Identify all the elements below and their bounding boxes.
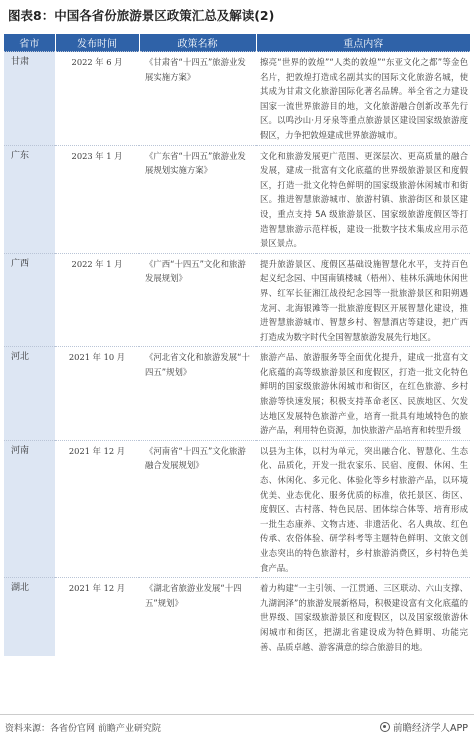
cell-key-content: 文化和旅游发展更广范围、更深层次、更高质量的融合发展，建成一批富有文化底蕴的世界级旅游景区和度假区，打造一批文化特色鲜明的国家级旅游休闲城市和街区。推进智慧旅游城市、旅游村镇、旅游街区和景区建设，重点支持 5A 级旅游景区、国家级旅游度假区等打造智慧旅游示范样板，建设一批数字技术集成应用示范景区景点。 — [256, 145, 470, 253]
header-key-content: 重点内容 — [256, 34, 470, 52]
cell-date: 2021 年 10 月 — [55, 347, 139, 441]
brand-name: 前瞻经济学人APP — [393, 723, 468, 734]
page-title: 图表8：中国各省份旅游景区政策汇总及解读(2) — [8, 8, 275, 23]
table-row — [4, 347, 470, 441]
cell-province: 广西 — [4, 253, 55, 347]
footer — [0, 714, 474, 740]
table-row — [4, 440, 470, 577]
header-province: 省市 — [4, 34, 55, 52]
cell-date: 2021 年 12 月 — [55, 440, 139, 577]
cell-policy-name: 《河北省文化和旅游发展“十四五”规划》 — [139, 347, 256, 441]
cell-key-content: 以县为主体，以村为单元，突出融合化、智慧化、生态化、品质化，开发一批农家乐、民宿、度假、休闲、生态、休闲化、多元化、体验化等乡村旅游产品，以环境优美、业态优化、服务优质的标准，依托景区、街区、度假区、古村落、特色民居、团体综合体等、培育形成一批生态康养、文物古迹、非遗活化、名人典故、红色传承、农俗体验、研学科考等主题特色鲜明、文旅文创业态突出的特色旅游村，乡村旅游消费区，乡村特色美食产品。 — [256, 440, 470, 577]
cell-key-content: 着力构建“一主引领、一江贯通、三区联动、六山支撑、九湖润泽”的旅游发展新格局，积极建设富有文化底蕴的世界级、国家级旅游景区和度假区，以及国家级旅游休闲城市和街区，把湖北省建设成为特色鲜明、功能完善、品质卓越、游客满意的综合旅游目的地。 — [256, 578, 470, 656]
cell-date: 2022 年 6 月 — [55, 52, 139, 146]
header-policy-name: 政策名称 — [139, 34, 256, 52]
policy-table — [4, 34, 470, 656]
cell-province: 湖北 — [4, 578, 55, 656]
cell-policy-name: 《广西“十四五”文化和旅游发展规划》 — [139, 253, 256, 347]
table-header-row — [4, 34, 470, 52]
table-row — [4, 253, 470, 347]
cell-policy-name: 《湖北省旅游业发展“十四五”规划》 — [139, 578, 256, 656]
brand-mark — [380, 720, 468, 734]
cell-date: 2023 年 1 月 — [55, 145, 139, 253]
cell-key-content: 提升旅游景区、度假区基础设施智慧化水平，支持百色起义纪念园、中国南镇楼城（梧州）、桂林乐满地休闲世界、红军长征湘江战役纪念园等一批旅游景区和阳朔遇龙河、北海银滩等一批旅游度假区开展智慧化建设，推进智慧旅游城市、智慧乡村、智慧酒店等建设，把广西打造成为数字时代全国智慧旅游发展先行地区。 — [256, 253, 470, 347]
cell-key-content: 旅游产品、旅游服务等全面优化提升，建成一批富有文化底蕴的高等级旅游景区和度假区，打造一批文化特色鲜明的国家级旅游休闲城市和街区，在红色旅游、乡村旅游等快速发展；积极支持革命老区、民族地区、欠发达地区发展特色旅游产业，培育一批具有地域特色的旅游产品，利用特色资源，加快旅游产品培育和转型升级 — [256, 347, 470, 441]
cell-province: 河南 — [4, 440, 55, 577]
header-date: 发布时间 — [55, 34, 139, 52]
table-row — [4, 52, 470, 146]
source-note: 资料来源：各省份官网 前瞻产业研究院 — [5, 724, 161, 734]
cell-province: 甘肃 — [4, 52, 55, 146]
cell-key-content: 擦亮“世界的敦煌”“人类的敦煌”“东亚文化之都”等金色名片，把敦煌打造成名副其实的国际文化旅游名城，使其成为甘肃文化旅游国际化著名品牌。举全省之力建设国家一流世界旅游目的地，文化旅游融合创新改革先行区。以鸣沙山·月牙泉等重点旅游景区建设国家级旅游度假区，力争把敦煌建成世界旅游城市。 — [256, 52, 470, 146]
cell-province: 广东 — [4, 145, 55, 253]
table-row — [4, 145, 470, 253]
cell-policy-name: 《广东省“十四五”旅游业发展规划实施方案》 — [139, 145, 256, 253]
cell-date: 2021 年 12 月 — [55, 578, 139, 656]
cell-policy-name: 《甘肃省“十四五”旅游业发展实施方案》 — [139, 52, 256, 146]
cell-date: 2022 年 1 月 — [55, 253, 139, 347]
table-row — [4, 578, 470, 656]
cell-policy-name: 《河南省“十四五”文化旅游融合发展规划》 — [139, 440, 256, 577]
brand-logo-icon — [380, 722, 390, 732]
cell-province: 河北 — [4, 347, 55, 441]
